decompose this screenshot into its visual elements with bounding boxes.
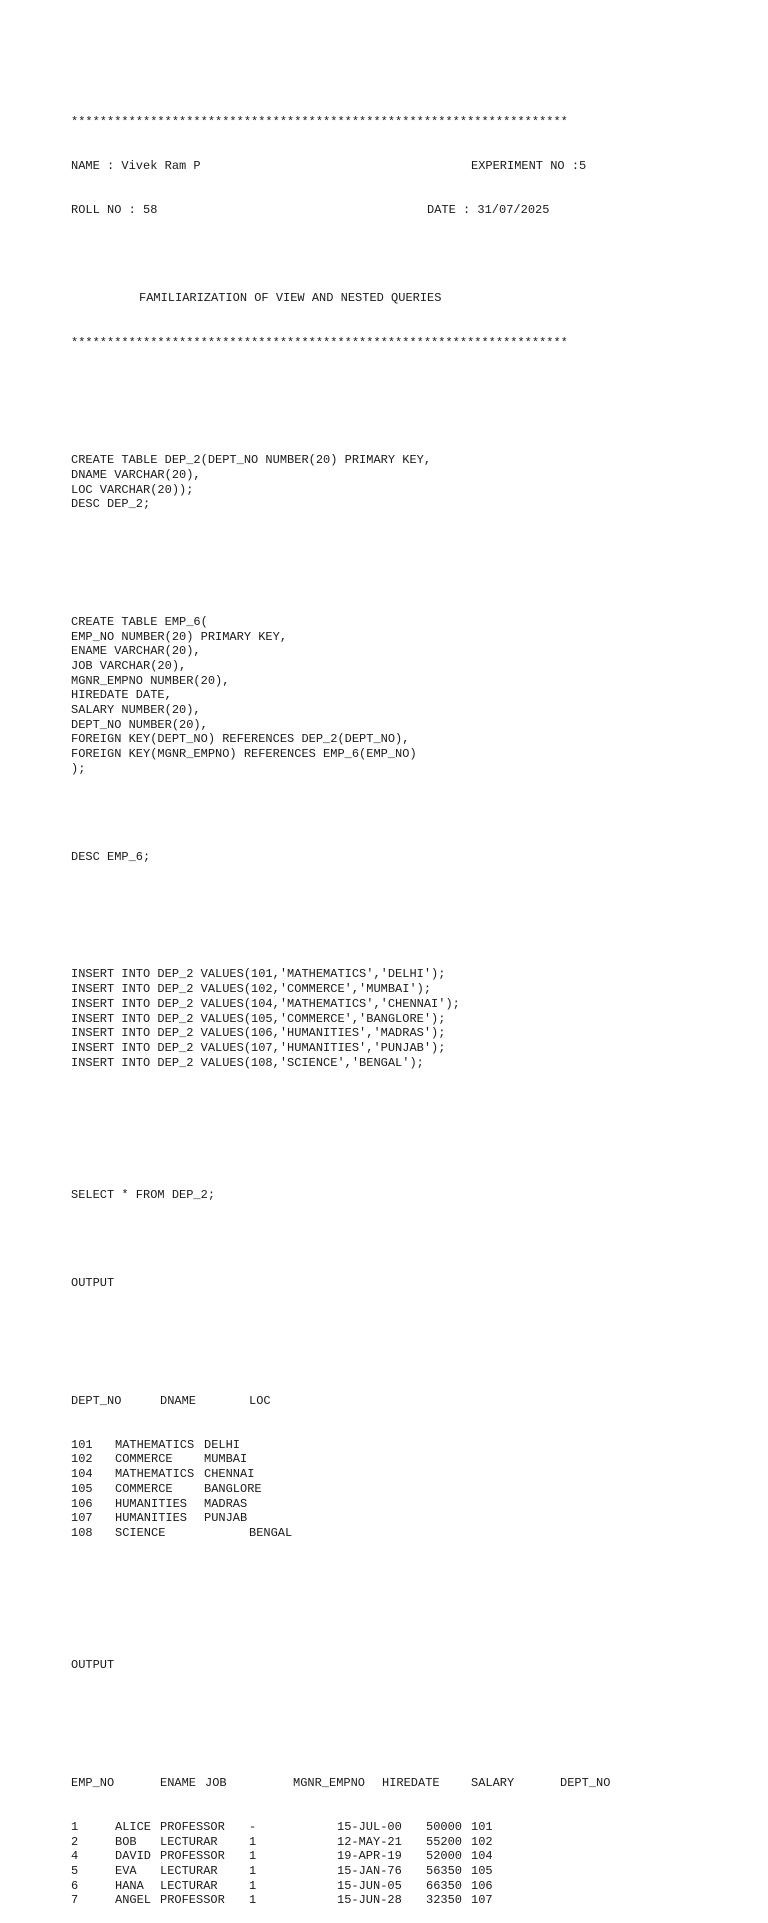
sql-line: HIREDATE DATE, bbox=[71, 688, 172, 703]
job-cell: LECTURAR bbox=[160, 1863, 218, 1878]
emp-col-emp-no: EMP_NO bbox=[71, 1775, 115, 1790]
loc-cell: PUNJAB bbox=[204, 1511, 248, 1526]
salary-cell: 56350 bbox=[426, 1863, 463, 1878]
dept-no-cell: 108 bbox=[71, 1525, 93, 1540]
dept-no-cell: 104 bbox=[71, 1467, 93, 1482]
dept-no-cell: 106 bbox=[471, 1878, 493, 1893]
hiredate-cell: 15-JUN-05 bbox=[337, 1878, 402, 1893]
mgnr-empno-cell: 1 bbox=[249, 1878, 257, 1893]
emp-col-job: JOB bbox=[205, 1775, 227, 1790]
table-row bbox=[71, 1879, 761, 1894]
dept-no-cell: 105 bbox=[71, 1481, 93, 1496]
dname-cell: COMMERCE bbox=[115, 1452, 173, 1467]
roll-number: ROLL NO : 58 bbox=[71, 203, 158, 218]
table-row bbox=[71, 1497, 761, 1512]
ename-cell: ANGEL bbox=[115, 1893, 152, 1908]
sql-line: SALARY NUMBER(20), bbox=[71, 702, 201, 717]
insert-statement: INSERT INTO DEP_2 VALUES(106,'HUMANITIES','MADRAS'); bbox=[71, 1026, 446, 1041]
sql-line: JOB VARCHAR(20), bbox=[71, 658, 187, 673]
dept-no-cell: 105 bbox=[471, 1863, 493, 1878]
insert-statement: INSERT INTO DEP_2 VALUES(101,'MATHEMATICS','DELHI'); bbox=[71, 967, 446, 982]
job-cell: PROFESSOR bbox=[160, 1893, 225, 1908]
sql-line: DEPT_NO NUMBER(20), bbox=[71, 717, 208, 732]
sql-line: LOC VARCHAR(20)); bbox=[71, 482, 194, 497]
sql-line: DESC DEP_2; bbox=[71, 497, 151, 512]
hiredate-cell: 15-JUN-28 bbox=[337, 1893, 402, 1908]
table-row bbox=[71, 1482, 761, 1497]
hiredate-cell: 15-JUL-00 bbox=[337, 1819, 402, 1834]
header-stars-bottom: ********************************************************************* bbox=[71, 335, 568, 350]
desc-emp-statement: DESC EMP_6; bbox=[71, 849, 151, 864]
select-dep-statement: SELECT * FROM DEP_2; bbox=[71, 1187, 216, 1202]
experiment-number: EXPERIMENT NO :5 bbox=[471, 159, 587, 174]
insert-statement: INSERT INTO DEP_2 VALUES(105,'COMMERCE','BANGLORE'); bbox=[71, 1011, 446, 1026]
ename-cell: HANA bbox=[115, 1878, 144, 1893]
mgnr-empno-cell: 1 bbox=[249, 1849, 257, 1864]
emp-table-header bbox=[71, 1776, 761, 1791]
loc-cell: BENGAL bbox=[249, 1525, 293, 1540]
dep-col-dname: DNAME bbox=[160, 1393, 197, 1408]
table-row bbox=[71, 1526, 761, 1541]
emp-no-cell: 2 bbox=[71, 1834, 79, 1849]
header-row-2 bbox=[71, 203, 761, 218]
table-row bbox=[71, 1511, 761, 1526]
salary-cell: 32350 bbox=[426, 1893, 463, 1908]
table-row bbox=[71, 1452, 761, 1467]
dname-cell: HUMANITIES bbox=[115, 1496, 188, 1511]
mgnr-empno-cell: 1 bbox=[249, 1863, 257, 1878]
salary-cell: 52000 bbox=[426, 1849, 463, 1864]
ename-cell: EVA bbox=[115, 1863, 137, 1878]
ename-cell: DAVID bbox=[115, 1849, 152, 1864]
document-title: FAMILIARIZATION OF VIEW AND NESTED QUERIES bbox=[139, 291, 442, 306]
sql-line: MGNR_EMPNO NUMBER(20), bbox=[71, 673, 230, 688]
emp-col-salary: SALARY bbox=[471, 1775, 515, 1790]
dname-cell: COMMERCE bbox=[115, 1481, 173, 1496]
loc-cell: BANGLORE bbox=[204, 1481, 262, 1496]
dep-table-header bbox=[71, 1394, 761, 1409]
sql-line: EMP_NO NUMBER(20) PRIMARY KEY, bbox=[71, 629, 288, 644]
sql-line: FOREIGN KEY(MGNR_EMPNO) REFERENCES EMP_6(EMP_NO) bbox=[71, 747, 417, 762]
experiment-date: DATE : 31/07/2025 bbox=[427, 203, 550, 218]
dep-col-dept-no: DEPT_NO bbox=[71, 1393, 122, 1408]
insert-block bbox=[71, 967, 761, 1070]
dname-cell: MATHEMATICS bbox=[115, 1437, 195, 1452]
dept-no-cell: 107 bbox=[471, 1893, 493, 1908]
dept-no-cell: 101 bbox=[71, 1437, 93, 1452]
document-body bbox=[71, 71, 761, 1923]
dept-no-cell: 106 bbox=[71, 1496, 93, 1511]
table-row bbox=[71, 1893, 761, 1908]
dept-no-cell: 101 bbox=[471, 1819, 493, 1834]
ename-cell: BOB bbox=[115, 1834, 137, 1849]
student-name: NAME : Vivek Ram P bbox=[71, 159, 201, 174]
output-label: OUTPUT bbox=[71, 1276, 115, 1291]
job-cell: LECTURAR bbox=[160, 1834, 218, 1849]
emp-col-ename: ENAME bbox=[160, 1775, 197, 1790]
insert-statement: INSERT INTO DEP_2 VALUES(108,'SCIENCE','BENGAL'); bbox=[71, 1055, 424, 1070]
job-cell: PROFESSOR bbox=[160, 1819, 225, 1834]
emp-table-body bbox=[71, 1820, 761, 1908]
dep-col-loc: LOC bbox=[249, 1393, 271, 1408]
table-row bbox=[71, 1864, 761, 1879]
dname-cell: SCIENCE bbox=[115, 1525, 166, 1540]
create-dep-block bbox=[71, 453, 761, 512]
loc-cell: DELHI bbox=[204, 1437, 241, 1452]
emp-col-dept-no: DEPT_NO bbox=[560, 1775, 611, 1790]
title-row bbox=[71, 291, 761, 306]
loc-cell: MADRAS bbox=[204, 1496, 248, 1511]
insert-statement: INSERT INTO DEP_2 VALUES(107,'HUMANITIES','PUNJAB'); bbox=[71, 1040, 446, 1055]
emp-no-cell: 4 bbox=[71, 1849, 79, 1864]
dep-table-body bbox=[71, 1438, 761, 1541]
sql-line: DNAME VARCHAR(20), bbox=[71, 467, 201, 482]
emp-no-cell: 5 bbox=[71, 1863, 79, 1878]
dept-no-cell: 102 bbox=[71, 1452, 93, 1467]
emp-col-hiredate: HIREDATE bbox=[382, 1775, 440, 1790]
emp-no-cell: 6 bbox=[71, 1878, 79, 1893]
dname-cell: HUMANITIES bbox=[115, 1511, 188, 1526]
emp-no-cell: 1 bbox=[71, 1819, 79, 1834]
table-row bbox=[71, 1820, 761, 1835]
table-row bbox=[71, 1849, 761, 1864]
header-stars-top: ********************************************************************* bbox=[71, 115, 568, 130]
hiredate-cell: 19-APR-19 bbox=[337, 1849, 402, 1864]
mgnr-empno-cell: 1 bbox=[249, 1834, 257, 1849]
job-cell: LECTURAR bbox=[160, 1878, 218, 1893]
emp-no-cell: 7 bbox=[71, 1893, 79, 1908]
salary-cell: 66350 bbox=[426, 1878, 463, 1893]
hiredate-cell: 15-JAN-76 bbox=[337, 1863, 402, 1878]
hiredate-cell: 12-MAY-21 bbox=[337, 1834, 402, 1849]
dept-no-cell: 104 bbox=[471, 1849, 493, 1864]
sql-line: CREATE TABLE EMP_6( bbox=[71, 614, 208, 629]
output-label: OUTPUT bbox=[71, 1658, 115, 1673]
create-emp-block bbox=[71, 615, 761, 777]
table-row bbox=[71, 1438, 761, 1453]
sql-line: ); bbox=[71, 761, 86, 776]
mgnr-empno-cell: - bbox=[249, 1819, 257, 1834]
mgnr-empno-cell: 1 bbox=[249, 1893, 257, 1908]
dname-cell: MATHEMATICS bbox=[115, 1467, 195, 1482]
salary-cell: 50000 bbox=[426, 1819, 463, 1834]
sql-line: FOREIGN KEY(DEPT_NO) REFERENCES DEP_2(DEPT_NO), bbox=[71, 732, 410, 747]
table-row bbox=[71, 1835, 761, 1850]
sql-line: CREATE TABLE DEP_2(DEPT_NO NUMBER(20) PRIMARY KEY, bbox=[71, 453, 432, 468]
insert-statement: INSERT INTO DEP_2 VALUES(104,'MATHEMATICS','CHENNAI'); bbox=[71, 996, 460, 1011]
insert-statement: INSERT INTO DEP_2 VALUES(102,'COMMERCE','MUMBAI'); bbox=[71, 982, 432, 997]
sql-line: ENAME VARCHAR(20), bbox=[71, 644, 201, 659]
header-row-1 bbox=[71, 159, 761, 174]
salary-cell: 55200 bbox=[426, 1834, 463, 1849]
dept-no-cell: 102 bbox=[471, 1834, 493, 1849]
table-row bbox=[71, 1467, 761, 1482]
dept-no-cell: 107 bbox=[71, 1511, 93, 1526]
loc-cell: MUMBAI bbox=[204, 1452, 248, 1467]
loc-cell: CHENNAI bbox=[204, 1467, 255, 1482]
job-cell: PROFESSOR bbox=[160, 1849, 225, 1864]
emp-col-mgnr-empno: MGNR_EMPNO bbox=[293, 1775, 366, 1790]
ename-cell: ALICE bbox=[115, 1819, 152, 1834]
